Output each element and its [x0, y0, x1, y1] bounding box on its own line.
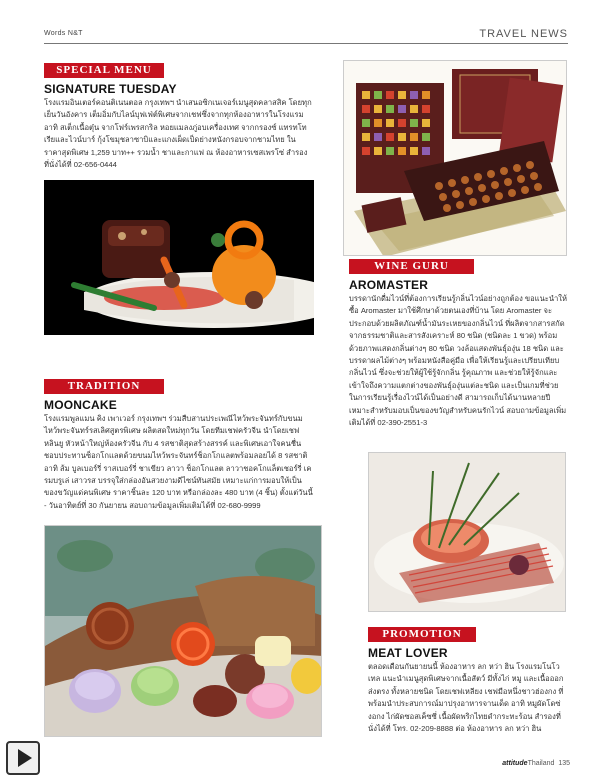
wine-guru-label: WINE GURU [349, 259, 474, 274]
header-divider [44, 43, 568, 44]
play-icon [18, 749, 32, 767]
wine-guru-title: AROMASTER [349, 278, 429, 292]
promotion-label: PROMOTION [368, 627, 476, 642]
tradition-label: TRADITION [44, 379, 164, 394]
meat-lover-photo [368, 452, 566, 612]
section-title: TRAVEL NEWS [479, 28, 568, 40]
aromaster-kit-photo [343, 60, 567, 256]
special-menu-title: SIGNATURE TUESDAY [44, 82, 177, 96]
magazine-edition: Thailand [527, 760, 555, 767]
tradition-title: MOONCAKE [44, 398, 117, 412]
steak-dish-photo [44, 180, 314, 335]
page-number: 135 [558, 760, 570, 767]
promotion-body: ตลอดเดือนกันยายนนี้ ห้องอาหาร ลก หว่า ฮิน โรงแรมโนโวเทล แนะนำเมนูสุดพิเศษจากเนื้อสัตว์ มีทั้งไก่ หมู และเนื้อออกส่งตรง ทั้งหลายชนิด โดยเชฟเหลียง เชฟมือหนึ่งชาวฮ่องกง ที่พร้อมนำประสบการณ์มาปรุงอาหารจานเด็ด อาทิ หมูผัดโดซ่งอกง ไก่ผัดซอสเค็ซซี่ เนื้อผัดพริกไทยดำกระทะร้อน สำรองที่นั่งได้ที่ โทร. 02-209-8888 ต่อ ห้องอาหาร ลก หว่า ฮิน [368, 662, 564, 734]
mooncake-photo [44, 525, 322, 737]
publication-credit: Words N&T [44, 30, 83, 37]
play-button[interactable] [6, 741, 40, 775]
page-footer [502, 760, 570, 767]
magazine-name: attitude [502, 760, 528, 767]
tradition-body: โรงแรมพูลแมน คิง เพาเวอร์ กรุงเทพฯ ร่วมสืบสานประเพณีไหว้พระจันทร์กับขนมไหว้พระจันทร์รสเลิศสูตรพิเศษ ผลิตสดใหม่ทุกวัน โดยทีมเชฟครัวจีน นำโดยเชฟหลินยู หัวหน้าใหญ่ห้องครัวจีน กับ 4 รสชาติสุดสร้างสรรค์ และพิเศษเอาใจคนชื่นชอบประทานซ็อกโกแลตด้วยขนมไหว้พระจันทร์ช็อกโกแลตพร้อมลอยได้ 8 รสชาติ อาทิ ส้ม บูลเบอร์รี่ ราสเบอร์รี่ ชาเขียว ลาวา ช็อกโกแลต ลาวาชอคโกแล็ตเชอร์รี่ เครมบรูเล่ เสาวรส บรรจุใส่กล่องอันสวยงามดีไซน์ทันสมัย เหมาะแก่การมอบให้เป็นของขวัญแด่คนพิเศษ ราคาชิ้นละ 120 บาท หรือกล่องละ 480 บาท (4 ชิ้น) ตั้งแต่วันนี้ - วันอาทิตย์ที่ 30 กันยายน สอบถามข้อมูลเพิ่มเติมได้ที่ 02-680-9999 [44, 414, 313, 510]
special-menu-label: SPECIAL MENU [44, 63, 164, 78]
promotion-title: MEAT LOVER [368, 646, 448, 660]
wine-guru-body: บรรดานักดื่มไวน์ที่ต้องการเรียนรู้กลิ่นไวน์อย่างถูกต้อง ขอแนะนำให้ซื้อ Aromaster มาใช้ศึกษาด้วยตนเองที่บ้าน โดย Aromaster จะประกอบด้วยผลิตภัณฑ์น้ำมันระเหยของกลิ่นไวน์ ที่ผลิตจากสารสกัดจากธรรมชาติและสารสังเคราะห์ 80 ชนิด (ชนิดละ 1 ขวด) พร้อมด้วยภาพแสดงกลิ่นต่างๆ 80 ชนิด วงล้อแสดงพันธุ์องุ่น 18 ชนิด และบรรดาผลไม้ต่างๆ พร้อมหนังสือคู่มือ เพื่อให้เรียนรู้และเปรียบเทียบกลิ่นไวน์ ซึ่งจะช่วยให้ผู้ใช้รู้จักกลิ่น รู้คุณภาพ และช่วยให้รู้จักและเข้าใจถึงความแตกต่างของพันธุ์องุ่นแต่ละชนิด และเป็นเกมที่ช่วยในการเรียนรู้เรื่องไวน์ได้เป็นอย่างดี สามารถเก็บได้นานหลายปี เหมาะสำหรับมอบเป็นของขวัญสำหรับคนรักไวน์ สอบถามข้อมูลเพิ่มเติมได้ที่ 02-390-2551-3 [349, 294, 568, 428]
special-menu-body: โรงแรมอินเตอร์คอนติเนนตอล กรุงเทพฯ นำเสนอซิกเนเจอร์เมนูสุดคลาสสิค โดยทุกเย็นวันอังคาร เต็มอิ่มกับไลน์บุฟเฟ่ต์พิเศษจากเชฟซึ่งจากทุกห้องอาหารในโรงแรม อาทิ สเต็กเนื้อตุ๋น จากโฟร์เพรสกริล หอยแมลงภู่อบเครื่องเทศ จากกรองซ์ แทรทโทเรียและไวน์บาร์ กุ้งโขมุชลาซาบิและแกงเผ็ดเป็ดย่างหนังกรอบจากชามไทย ในราคาสุดพิเศษ 1,259 บาท++ รวมน้ำ ชาและกาแฟ ณ ห้องอาหารเซสเพรโซ่ สำรองที่นั่งได้ที่ 02-656-0444 [44, 98, 312, 170]
